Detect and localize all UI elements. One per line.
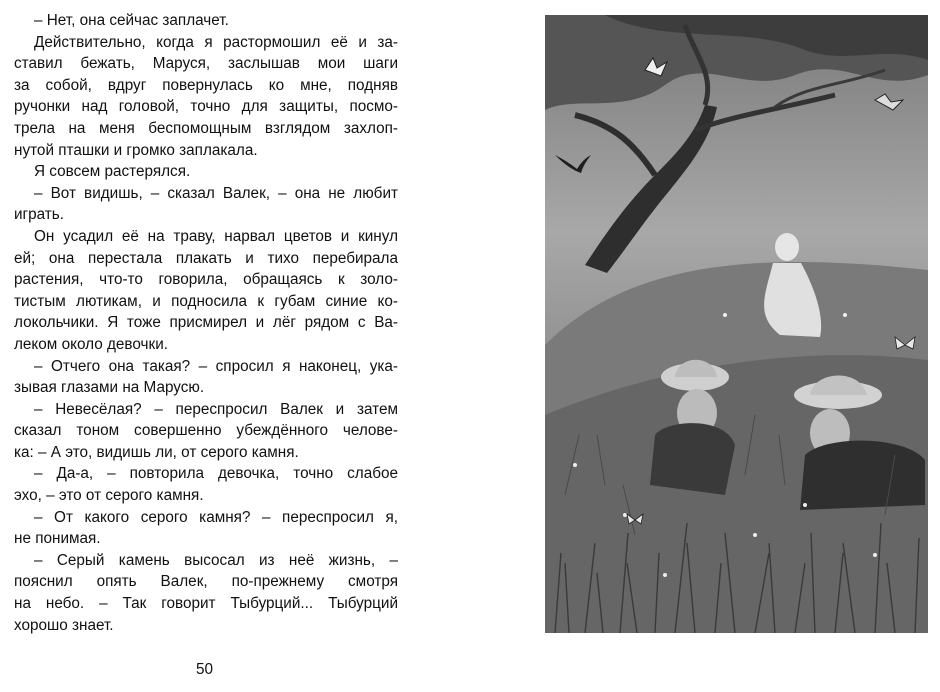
paragraph-line: ставил бежать, Маруся, заслышав мои шаги <box>14 55 398 73</box>
paragraph-line: не понимая. <box>14 530 101 548</box>
paragraph-line: зывая глазами на Марусю. <box>14 379 205 397</box>
paragraph-line: растения, что-то говорила, обращаясь к золо- <box>14 271 398 289</box>
paragraph-line: ручонки над головой, точно для защиты, посмо- <box>14 98 398 116</box>
paragraph-line-first: – Невесёлая? – переспросил Валек и затем <box>34 400 398 418</box>
paragraph-line-first: – От какого серого камня? – переспросил я, <box>34 508 398 526</box>
body-text <box>14 10 398 636</box>
paragraph-line-first: – Да-а, – повторила девочка, точно слабое <box>34 465 398 483</box>
paragraph-line: за собой, вдруг повернулась ко мне, подняв <box>14 76 398 94</box>
boy-right-body <box>800 441 925 510</box>
paragraph-line: пояснил опять Валек, по-прежнему смотря <box>14 573 398 591</box>
paragraph-line: на небо. – Так говорит Тыбурций... Тыбурций <box>14 595 398 613</box>
girl-head <box>775 233 799 261</box>
paragraph-line-first: – Серый камень высосал из неё жизнь, – <box>34 551 398 569</box>
paragraph-line: хорошо знает. <box>14 616 114 634</box>
paragraph-line: ка: – А это, видишь ли, от серого камня. <box>14 443 299 461</box>
paragraph-line: тистым лютикам, и подносила к губам синие ко- <box>14 292 398 310</box>
paragraph-line: трела на меня беспомощным взглядом захлоп- <box>14 119 398 137</box>
illustration-children-in-meadow <box>545 15 928 633</box>
paragraph-line: сказал тоном совершенно убеждённого челове- <box>14 422 398 440</box>
paragraph-line-first: – Отчего она такая? – спросил я наконец, ука- <box>34 357 398 375</box>
paragraph-line: леком около девочки. <box>14 335 168 353</box>
page-number: 50 <box>196 661 214 678</box>
paragraph-line-first: – Нет, она сейчас заплачет. <box>34 12 229 29</box>
paragraph-line: играть. <box>14 206 65 224</box>
paragraph-line: ей; она перестала плакать и тихо перебирала <box>14 249 398 267</box>
paragraph-line-first: Я совсем растерялся. <box>34 163 191 181</box>
paragraph-line-first: Он усадил её на траву, нарвал цветов и кинул <box>34 227 398 245</box>
paragraph-line: эхо, – это от серого камня. <box>14 487 204 505</box>
paragraph-line: локольчики. Я тоже присмирел и лёг рядом с Ва- <box>14 314 398 332</box>
paragraph-line-first: – Вот видишь, – сказал Валек, – она не любит <box>34 184 398 202</box>
boy-left-body <box>650 423 735 495</box>
paragraph-line-first: Действительно, когда я растормошил её и за- <box>34 33 398 51</box>
paragraph-line: нутой пташки и громко заплакала. <box>14 141 258 159</box>
